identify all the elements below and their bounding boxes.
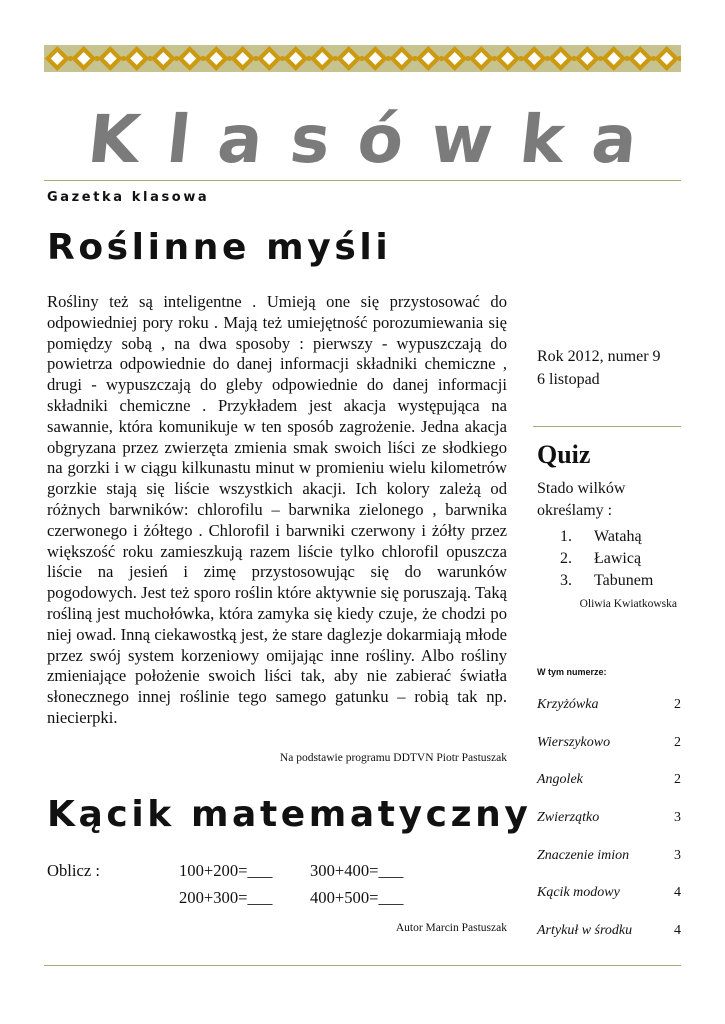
toc-item-page: 4 xyxy=(674,885,681,900)
quiz-question: Stado wilków określamy : xyxy=(537,480,626,519)
math-problem: 100+200=___ xyxy=(179,861,273,880)
math-prompt: Oblicz : xyxy=(47,861,100,880)
toc-item-title: Zwierzątko xyxy=(537,810,600,825)
math-problem: 200+300=___ xyxy=(179,888,273,907)
toc-item-page: 4 xyxy=(674,923,681,938)
toc-item-page: 2 xyxy=(674,772,681,787)
title-divider xyxy=(44,180,681,181)
toc-item[interactable] xyxy=(537,771,681,789)
toc-label: W tym numerze: xyxy=(537,667,607,677)
quiz-option-marker: 1. xyxy=(560,528,572,545)
toc-item[interactable] xyxy=(537,696,681,714)
toc-item-page: 2 xyxy=(674,697,681,712)
article-heading: Roślinne myśli xyxy=(47,227,392,268)
quiz-option-marker: 2. xyxy=(560,550,572,567)
article-body: Rośliny też są inteligentne . Umieją one się przystosować do odpowiedniej pory roku . Mają też umiejętność porozumiewania się pomiędzy sobą , na dwa sposoby : pierwszy - wypuszczają do powietrza odpowiednie do danej informacji składniki chemiczne , drugi - wypuszczają do gleby odpowiednie do danej informacji składniki chemiczne . Przykładem jest akacja występująca na sawannie, która komunikuje w ten sposób zagrożenie. Jedna akacja obgryzana przez zwierzęta zmienia smak swoich liści ze słodkiego na gorzki i w ciągu kilkunastu minut w promieniu wielu kilometrów gorzkie stają się liście wszystkich akacji. Ich kolory zależą od różnych barwników: chlorofilu – barwnika zielonego , barwnika czerwonego i żółtego . Chlorofil i barwniki czerwony i żółty przez większość roku zamieszkują razem liście tylko chlorofil opuszcza liście na jesień i zimę przystosowując się do warunków pogodowych. Jest też sporo roślin które aktywnie się poruszają. Taką rośliną jest muchołówka, która zamyka się kiedy czuje, że chodzi po niej owad. Inną ciekawostką jest, że stare daglezje dokarmiają młode przez swój system korzeniowy omijając inne rośliny. Albo rośliny zmieniające położenie swoich liści tak, aby nie zabierać światła słonecznego innej roślinie tego samego gatunku – robią tak np. niecierpki. xyxy=(47,292,507,727)
footer-divider xyxy=(44,965,681,966)
article-credit: Na podstawie programu DDTVN Piotr Pastuszak xyxy=(279,752,507,764)
header-pattern-band xyxy=(44,45,681,72)
newspaper-subtitle: Gazetka klasowa xyxy=(47,190,210,205)
quiz-option: Tabunem xyxy=(594,572,654,589)
quiz-option-marker: 3. xyxy=(560,572,572,589)
toc-item-page: 2 xyxy=(674,735,681,750)
toc-item-title: Krzyżówka xyxy=(537,697,599,712)
issue-date: 6 listopad xyxy=(537,371,600,388)
toc-item[interactable] xyxy=(537,922,681,940)
toc-item[interactable] xyxy=(537,847,681,865)
math-credit: Autor Marcin Pastuszak xyxy=(395,922,507,934)
toc-item-title: Artykuł w środku xyxy=(537,923,633,938)
math-heading: Kącik matematyczny xyxy=(47,794,532,835)
quiz-author: Oliwia Kwiatkowska xyxy=(579,598,677,610)
toc-item-title: Wierszykowo xyxy=(537,735,611,750)
toc-item-page: 3 xyxy=(674,810,681,825)
issue-info xyxy=(537,345,661,391)
toc-item[interactable] xyxy=(537,809,681,827)
toc-item-title: Kącik modowy xyxy=(537,885,620,900)
quiz-option: Ławicą xyxy=(594,550,642,567)
toc-item-title: Znaczenie imion xyxy=(537,848,630,863)
math-problem: 400+500=___ xyxy=(310,888,404,907)
toc-item-page: 3 xyxy=(674,848,681,863)
math-problem: 300+400=___ xyxy=(310,861,404,880)
quiz-title: Quiz xyxy=(537,440,591,469)
quiz-option: Watahą xyxy=(594,528,642,545)
sidebar-divider xyxy=(533,426,681,427)
issue-number: Rok 2012, numer 9 xyxy=(537,348,661,365)
toc-item[interactable] xyxy=(537,884,681,902)
newspaper-title: Klasówka xyxy=(84,101,669,178)
toc-item[interactable] xyxy=(537,734,681,752)
toc-item-title: Angolek xyxy=(537,772,583,787)
